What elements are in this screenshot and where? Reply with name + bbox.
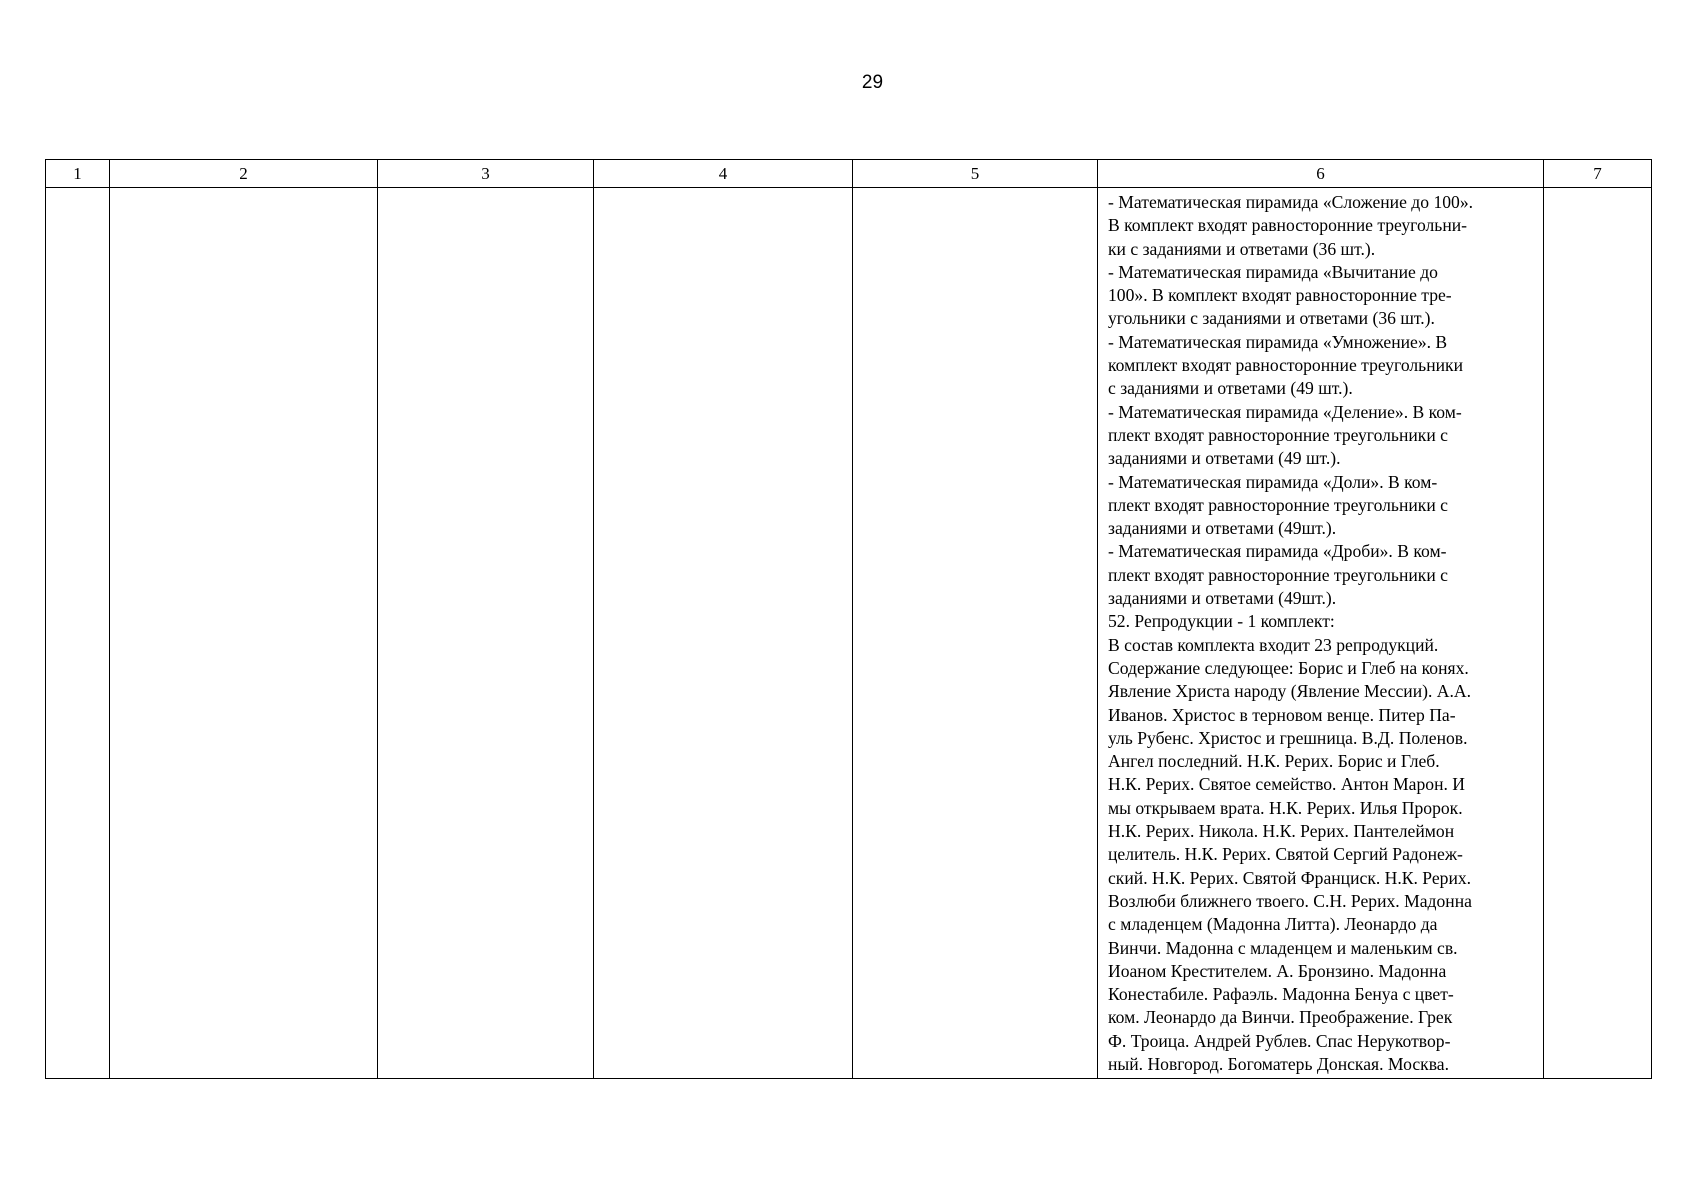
text-line: - Математическая пирамида «Вычитание до [1108, 261, 1438, 282]
text-line: ный. Новгород. Богоматерь Донская. Москва. [1108, 1053, 1449, 1074]
text-line: - Математическая пирамида «Доли». В ком- [1108, 471, 1438, 492]
text-line: плект входят равносторонние треугольники с [1108, 494, 1448, 515]
text-line: ки с заданиями и ответами (36 шт.). [1108, 238, 1376, 259]
cell-col-2 [110, 188, 378, 1079]
column-header-7: 7 [1544, 160, 1652, 188]
text-line: - Математическая пирамида «Деление». В ком- [1108, 401, 1462, 422]
text-line: - Математическая пирамида «Сложение до 100». [1108, 192, 1474, 212]
text-line: Возлюби ближнего твоего. С.Н. Рерих. Мадонна [1108, 890, 1472, 911]
text-line: плект входят равносторонние треугольники с [1108, 564, 1448, 585]
cell-col-1 [46, 188, 110, 1079]
text-line: ский. Н.К. Рерих. Святой Франциск. Н.К. Рерих. [1108, 867, 1472, 888]
equipment-description [1098, 188, 1543, 1076]
text-line: заданиями и ответами (49шт.). [1108, 518, 1337, 539]
text-line: Винчи. Мадонна с младенцем и маленьким св. [1108, 937, 1458, 958]
column-header-4: 4 [594, 160, 853, 188]
text-line: Ангел последний. Н.К. Рерих. Борис и Глеб. [1108, 751, 1440, 772]
page-number: 29 [861, 72, 884, 93]
column-header-1: 1 [46, 160, 110, 188]
text-line: - Математическая пирамида «Дроби». В ком- [1108, 541, 1447, 562]
cell-col-6 [1098, 188, 1544, 1079]
cell-col-4 [594, 188, 853, 1079]
text-line: с младенцем (Мадонна Литта). Леонардо да [1108, 914, 1438, 935]
text-line: заданиями и ответами (49шт.). [1108, 588, 1337, 609]
text-line: угольники с заданиями и ответами (36 шт.). [1108, 308, 1435, 329]
column-header-6: 6 [1098, 160, 1544, 188]
text-line: целитель. Н.К. Рерих. Святой Сергий Радонеж- [1108, 844, 1463, 865]
column-header-5: 5 [853, 160, 1098, 188]
text-line: плект входят равносторонние треугольники с [1108, 424, 1448, 445]
column-header-3: 3 [378, 160, 594, 188]
cell-col-3 [378, 188, 594, 1079]
table-row [46, 188, 1652, 1079]
text-line: Иоаном Крестителем. А. Бронзино. Мадонна [1108, 960, 1447, 981]
text-line: Н.К. Рерих. Никола. Н.К. Рерих. Пантелеймон [1108, 821, 1455, 842]
text-line: Содержание следующее: Борис и Глеб на конях. [1108, 657, 1469, 678]
table-header-row [46, 160, 1652, 188]
document-table [45, 159, 1652, 1079]
column-header-2: 2 [110, 160, 378, 188]
text-line: В комплект входят равносторонние треугольни- [1108, 215, 1468, 236]
text-line: 52. Репродукции - 1 комплект: [1108, 611, 1335, 632]
text-line: Конестабиле. Рафаэль. Мадонна Бенуа с цвет- [1108, 984, 1454, 1005]
text-line: Иванов. Христос в терновом венце. Питер Па- [1108, 704, 1456, 725]
text-line: ком. Леонардо да Винчи. Преображение. Грек [1108, 1007, 1453, 1028]
text-line: - Математическая пирамида «Умножение». В [1108, 331, 1448, 352]
cell-col-7 [1544, 188, 1652, 1079]
text-line: 100». В комплект входят равносторонние тре- [1108, 285, 1452, 306]
text-line: заданиями и ответами (49 шт.). [1108, 448, 1341, 469]
text-line: с заданиями и ответами (49 шт.). [1108, 378, 1353, 399]
text-line: уль Рубенс. Христос и грешница. В.Д. Поленов. [1108, 727, 1468, 748]
text-line: Н.К. Рерих. Святое семейство. Антон Марон. И [1108, 774, 1466, 795]
text-line: Ф. Троица. Андрей Рублев. Спас Нерукотвор- [1108, 1030, 1451, 1051]
text-line: В состав комплекта входит 23 репродукций. [1108, 634, 1439, 655]
cell-col-5 [853, 188, 1098, 1079]
text-line: Явление Христа народу (Явление Мессии). А.А. [1108, 681, 1471, 702]
text-line: мы открываем врата. Н.К. Рерих. Илья Пророк. [1108, 797, 1463, 818]
text-line: комплект входят равносторонние треугольники [1108, 355, 1463, 376]
